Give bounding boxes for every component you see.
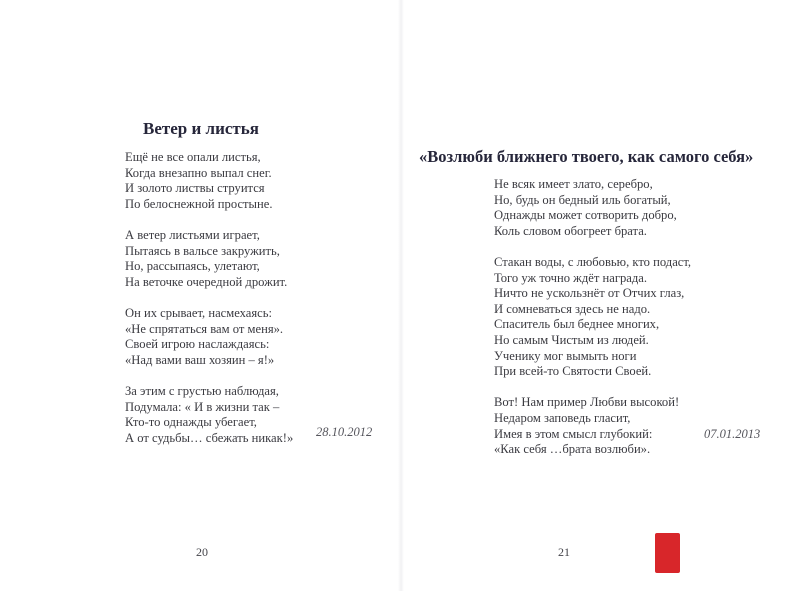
poem-line: По белоснежной простыне. [125, 196, 273, 211]
poem-line: Но самым Чистым из людей. [494, 332, 649, 347]
poem-line: Спаситель был беднее многих, [494, 317, 660, 332]
poem-line: Своей игрою наслаждаясь: [125, 337, 270, 352]
poem-line: Но, будь он бедный иль богатый, [494, 192, 671, 207]
poem-line: А ветер листьями играет, [125, 227, 260, 242]
poem-line: Пытаясь в вальсе закружить, [125, 243, 280, 258]
poem-line: Не всяк имеет злато, серебро, [494, 177, 653, 191]
poem-right [494, 177, 691, 473]
stanza [125, 306, 293, 368]
stanza [125, 384, 293, 446]
stanza [494, 177, 691, 239]
poem-line: Коль словом обогреет брата. [494, 223, 647, 238]
poem-line: «Не спрятаться вам от меня». [125, 321, 284, 336]
poem-title-left: Ветер и листья [143, 119, 259, 138]
stanza [494, 255, 691, 380]
poem-line: На веточке очередной дрожит. [125, 274, 288, 289]
poem-line: Когда внезапно выпал снег. [125, 165, 272, 180]
poem-title-right: «Возлюби ближнего твоего, как самого себя» [419, 147, 754, 166]
poem-line: И золото листвы струится [125, 181, 265, 196]
poem-line: И сомневаться здесь не надо. [494, 301, 651, 316]
poem-line: Того уж точно ждёт награда. [494, 270, 648, 285]
poem-line: За этим с грустью наблюдая, [125, 383, 279, 398]
poem-line: Однажды может сотворить добро, [494, 208, 677, 223]
stanza [125, 228, 293, 290]
stanza [125, 150, 293, 212]
poem-line: «Над вами ваш хозяин – я!» [125, 352, 275, 367]
poem-line: А от судьбы… сбежать никак!» [125, 430, 294, 445]
poem-line: При всей-то Святости Своей. [494, 364, 652, 379]
poem-date-right: 07.01.2013 [704, 427, 761, 441]
page-number-right: 21 [558, 545, 570, 559]
publisher-logo [655, 533, 680, 573]
page-number-left: 20 [196, 545, 208, 559]
poem-line: Ещё не все опали листья, [125, 150, 261, 164]
poem-line: Недаром заповедь гласит, [494, 410, 631, 425]
poem-line: Имея в этом смысл глубокий: [494, 426, 653, 441]
book-gutter [398, 0, 404, 591]
poem-date-left: 28.10.2012 [316, 425, 373, 439]
stanza [494, 395, 691, 457]
poem-left [125, 150, 293, 462]
poem-line: Он их срывает, насмехаясь: [125, 305, 272, 320]
poem-line: Ничто не ускользнёт от Отчих глаз, [494, 286, 685, 301]
poem-line: Кто-то однажды убегает, [125, 415, 257, 430]
poem-line: Но, рассыпаясь, улетают, [125, 259, 260, 274]
poem-line: Подумала: « И в жизни так – [125, 399, 280, 414]
poem-line: «Как себя …брата возлюби». [494, 442, 651, 457]
poem-line: Вот! Нам пример Любви высокой! [494, 395, 680, 410]
poem-line: Стакан воды, с любовью, кто подаст, [494, 254, 692, 269]
poem-line: Ученику мог вымыть ноги [494, 348, 637, 363]
